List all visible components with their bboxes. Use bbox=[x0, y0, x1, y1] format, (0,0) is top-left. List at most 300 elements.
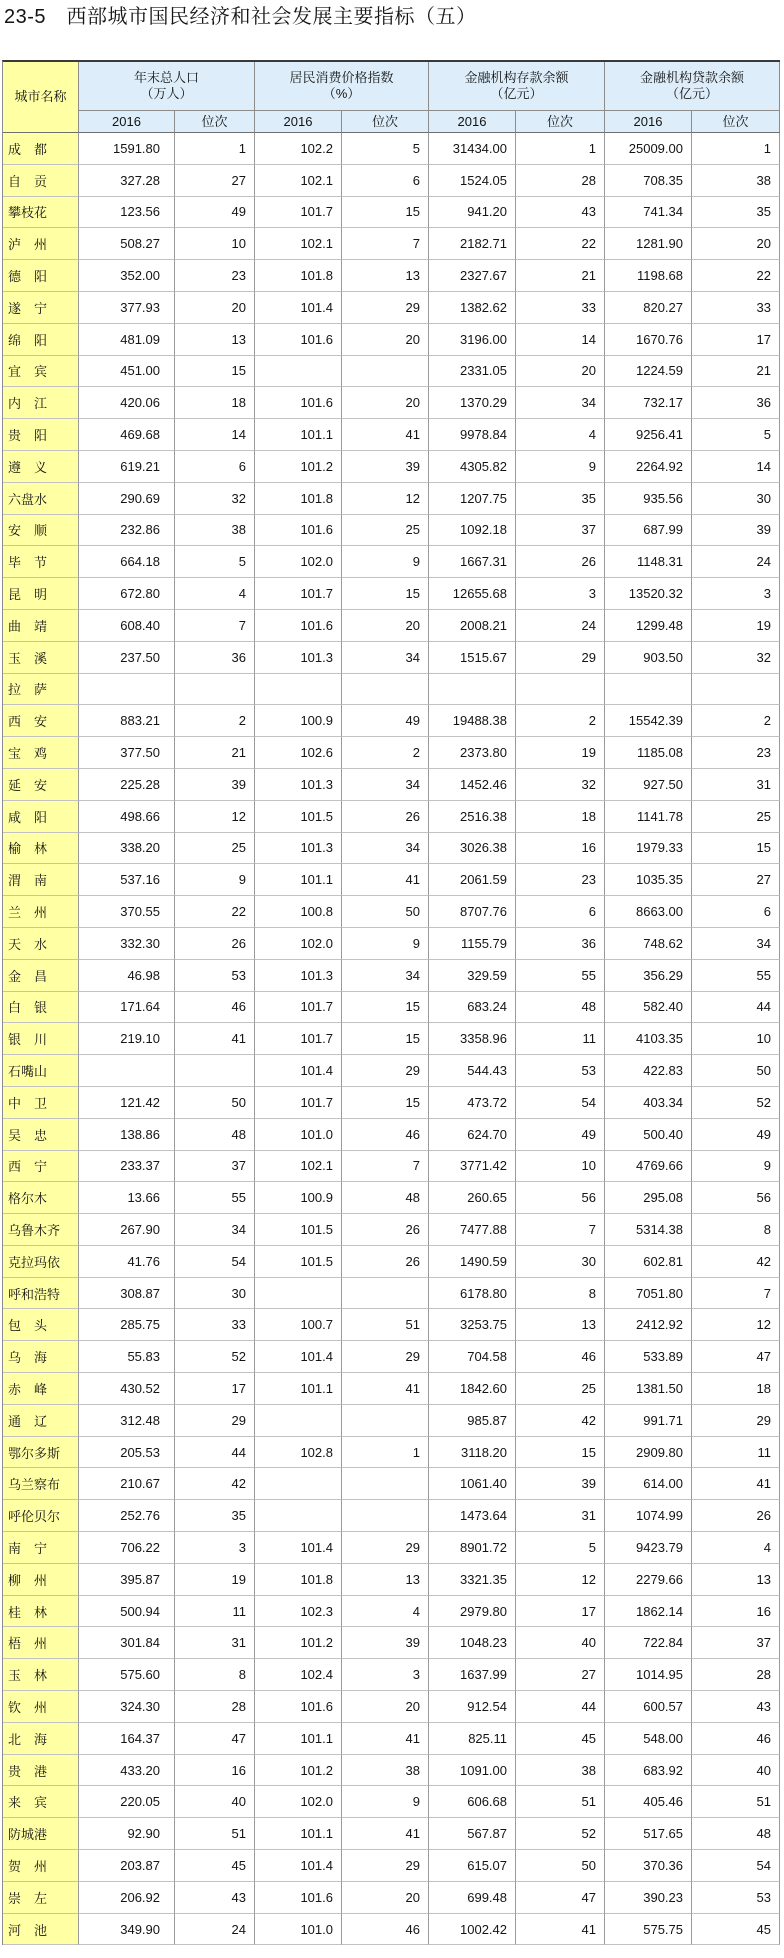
cell-loan-rank: 5 bbox=[692, 419, 780, 451]
cell-loan-2016: 422.83 bbox=[605, 1055, 692, 1087]
cell-cpi-rank bbox=[342, 674, 429, 706]
table-row bbox=[3, 1151, 780, 1183]
cell-loan-rank: 7 bbox=[692, 1278, 780, 1310]
cell-deposit-2016: 941.20 bbox=[429, 197, 516, 229]
cell-loan-2016: 927.50 bbox=[605, 769, 692, 801]
cell-population-2016: 1591.80 bbox=[79, 133, 175, 165]
cell-cpi-2016: 101.7 bbox=[255, 992, 342, 1024]
cell-cpi-2016 bbox=[255, 1278, 342, 1310]
cell-population-2016 bbox=[79, 674, 175, 706]
cell-deposit-rank: 51 bbox=[516, 1786, 605, 1818]
cell-population-2016: 219.10 bbox=[79, 1023, 175, 1055]
cell-cpi-rank: 3 bbox=[342, 1659, 429, 1691]
cell-population-rank: 8 bbox=[175, 1659, 255, 1691]
cell-loan-2016: 1074.99 bbox=[605, 1500, 692, 1532]
table-row bbox=[3, 515, 780, 547]
cell-city: 包 头 bbox=[3, 1309, 79, 1341]
table-row bbox=[3, 1564, 780, 1596]
cell-cpi-2016: 101.3 bbox=[255, 960, 342, 992]
cell-deposit-2016: 3358.96 bbox=[429, 1023, 516, 1055]
cell-city: 银 川 bbox=[3, 1023, 79, 1055]
cell-population-rank: 46 bbox=[175, 992, 255, 1024]
cell-cpi-2016: 100.7 bbox=[255, 1309, 342, 1341]
cell-population-rank: 53 bbox=[175, 960, 255, 992]
cell-cpi-rank: 13 bbox=[342, 260, 429, 292]
cell-cpi-2016: 101.4 bbox=[255, 292, 342, 324]
cell-loan-2016: 1862.14 bbox=[605, 1596, 692, 1628]
cell-city: 内 江 bbox=[3, 387, 79, 419]
cell-city: 吴 忠 bbox=[3, 1119, 79, 1151]
cell-loan-2016: 405.46 bbox=[605, 1786, 692, 1818]
cell-population-2016: 420.06 bbox=[79, 387, 175, 419]
cell-loan-2016: 4769.66 bbox=[605, 1151, 692, 1183]
cell-population-2016: 290.69 bbox=[79, 483, 175, 515]
header-deposit-year: 2016 bbox=[429, 111, 516, 133]
cell-population-rank: 45 bbox=[175, 1850, 255, 1882]
cell-population-rank: 24 bbox=[175, 1914, 255, 1946]
cell-deposit-2016: 1473.64 bbox=[429, 1500, 516, 1532]
header-cpi bbox=[255, 62, 429, 111]
cell-loan-2016: 1014.95 bbox=[605, 1659, 692, 1691]
cell-cpi-2016: 101.3 bbox=[255, 769, 342, 801]
cell-deposit-rank: 21 bbox=[516, 260, 605, 292]
cell-cpi-2016: 100.9 bbox=[255, 1182, 342, 1214]
cell-deposit-rank: 40 bbox=[516, 1627, 605, 1659]
cell-population-rank: 4 bbox=[175, 578, 255, 610]
cell-cpi-2016: 102.6 bbox=[255, 737, 342, 769]
cell-population-rank: 10 bbox=[175, 228, 255, 260]
cell-deposit-2016: 8901.72 bbox=[429, 1532, 516, 1564]
cell-loan-rank: 9 bbox=[692, 1151, 780, 1183]
cell-deposit-2016: 2516.38 bbox=[429, 801, 516, 833]
cell-deposit-2016: 699.48 bbox=[429, 1882, 516, 1914]
table-row bbox=[3, 324, 780, 356]
table-row bbox=[3, 546, 780, 578]
cell-loan-2016: 13520.32 bbox=[605, 578, 692, 610]
cell-cpi-rank: 13 bbox=[342, 1564, 429, 1596]
cell-population-rank: 42 bbox=[175, 1468, 255, 1500]
cell-deposit-rank: 16 bbox=[516, 833, 605, 865]
cell-city: 拉 萨 bbox=[3, 674, 79, 706]
cell-loan-rank: 46 bbox=[692, 1723, 780, 1755]
cell-deposit-2016: 260.65 bbox=[429, 1182, 516, 1214]
cell-cpi-2016: 102.8 bbox=[255, 1437, 342, 1469]
cell-cpi-rank: 41 bbox=[342, 1818, 429, 1850]
cell-population-2016: 233.37 bbox=[79, 1151, 175, 1183]
cell-deposit-rank: 55 bbox=[516, 960, 605, 992]
table-row bbox=[3, 1055, 780, 1087]
cell-loan-2016: 1185.08 bbox=[605, 737, 692, 769]
cell-loan-rank: 22 bbox=[692, 260, 780, 292]
cell-deposit-rank: 42 bbox=[516, 1405, 605, 1437]
cell-loan-2016: 500.40 bbox=[605, 1119, 692, 1151]
cell-cpi-rank: 50 bbox=[342, 896, 429, 928]
table-row bbox=[3, 1850, 780, 1882]
cell-city: 成 都 bbox=[3, 133, 79, 165]
cell-loan-rank: 16 bbox=[692, 1596, 780, 1628]
cell-population-rank: 1 bbox=[175, 133, 255, 165]
cell-population-2016: 430.52 bbox=[79, 1373, 175, 1405]
table-row bbox=[3, 610, 780, 642]
cell-deposit-2016: 1524.05 bbox=[429, 165, 516, 197]
cell-deposit-rank: 32 bbox=[516, 769, 605, 801]
cell-loan-2016: 2909.80 bbox=[605, 1437, 692, 1469]
cell-city: 呼伦贝尔 bbox=[3, 1500, 79, 1532]
cell-loan-2016: 1035.35 bbox=[605, 864, 692, 896]
cell-loan-2016: 1198.68 bbox=[605, 260, 692, 292]
cell-city: 崇 左 bbox=[3, 1882, 79, 1914]
cell-city: 石嘴山 bbox=[3, 1055, 79, 1087]
cell-city: 格尔木 bbox=[3, 1182, 79, 1214]
cell-loan-rank: 20 bbox=[692, 228, 780, 260]
cell-population-rank: 38 bbox=[175, 515, 255, 547]
cell-deposit-2016: 912.54 bbox=[429, 1691, 516, 1723]
cell-population-2016: 619.21 bbox=[79, 451, 175, 483]
cell-city: 河 池 bbox=[3, 1914, 79, 1946]
cell-cpi-rank: 46 bbox=[342, 1914, 429, 1946]
cell-city: 咸 阳 bbox=[3, 801, 79, 833]
header-population-year: 2016 bbox=[79, 111, 175, 133]
cell-loan-2016: 582.40 bbox=[605, 992, 692, 1024]
cell-population-rank: 52 bbox=[175, 1341, 255, 1373]
cell-population-2016: 324.30 bbox=[79, 1691, 175, 1723]
table-row bbox=[3, 1691, 780, 1723]
cell-deposit-2016 bbox=[429, 674, 516, 706]
cell-city: 桂 林 bbox=[3, 1596, 79, 1628]
cell-cpi-2016: 101.5 bbox=[255, 1214, 342, 1246]
cell-deposit-2016: 683.24 bbox=[429, 992, 516, 1024]
cell-city: 乌兰察布 bbox=[3, 1468, 79, 1500]
header-deposit bbox=[429, 62, 605, 111]
cell-deposit-2016: 1091.00 bbox=[429, 1755, 516, 1787]
cell-loan-2016: 2279.66 bbox=[605, 1564, 692, 1596]
cell-loan-rank: 38 bbox=[692, 165, 780, 197]
cell-cpi-2016: 101.4 bbox=[255, 1341, 342, 1373]
cell-deposit-2016: 3196.00 bbox=[429, 324, 516, 356]
cell-population-2016: 285.75 bbox=[79, 1309, 175, 1341]
cell-cpi-2016: 101.6 bbox=[255, 1882, 342, 1914]
table-body bbox=[3, 133, 780, 1945]
cell-cpi-rank bbox=[342, 1500, 429, 1532]
cell-cpi-rank: 41 bbox=[342, 419, 429, 451]
cell-cpi-2016: 101.8 bbox=[255, 483, 342, 515]
cell-population-rank: 23 bbox=[175, 260, 255, 292]
cell-deposit-2016: 1155.79 bbox=[429, 928, 516, 960]
cell-loan-rank: 36 bbox=[692, 387, 780, 419]
cell-population-2016: 92.90 bbox=[79, 1818, 175, 1850]
table-row bbox=[3, 1437, 780, 1469]
cell-deposit-2016: 1490.59 bbox=[429, 1246, 516, 1278]
table-row bbox=[3, 165, 780, 197]
cell-population-2016: 301.84 bbox=[79, 1627, 175, 1659]
cell-deposit-2016: 1048.23 bbox=[429, 1627, 516, 1659]
cell-deposit-2016: 7477.88 bbox=[429, 1214, 516, 1246]
cell-population-2016: 508.27 bbox=[79, 228, 175, 260]
cell-cpi-rank: 1 bbox=[342, 1437, 429, 1469]
cell-cpi-2016: 101.0 bbox=[255, 1914, 342, 1946]
cell-city: 贵 港 bbox=[3, 1755, 79, 1787]
cell-loan-2016: 5314.38 bbox=[605, 1214, 692, 1246]
table-row bbox=[3, 260, 780, 292]
cell-loan-2016: 683.92 bbox=[605, 1755, 692, 1787]
cell-cpi-2016: 101.2 bbox=[255, 1627, 342, 1659]
cell-loan-rank: 18 bbox=[692, 1373, 780, 1405]
cell-loan-rank: 42 bbox=[692, 1246, 780, 1278]
cell-loan-2016: 687.99 bbox=[605, 515, 692, 547]
cell-loan-2016: 390.23 bbox=[605, 1882, 692, 1914]
cell-population-2016 bbox=[79, 1055, 175, 1087]
table-row bbox=[3, 1023, 780, 1055]
cell-city: 通 辽 bbox=[3, 1405, 79, 1437]
cell-loan-rank: 45 bbox=[692, 1914, 780, 1946]
cell-loan-rank: 27 bbox=[692, 864, 780, 896]
cell-city: 毕 节 bbox=[3, 546, 79, 578]
table-row bbox=[3, 833, 780, 865]
cell-loan-rank: 3 bbox=[692, 578, 780, 610]
cell-population-rank bbox=[175, 674, 255, 706]
cell-population-rank: 6 bbox=[175, 451, 255, 483]
table-row bbox=[3, 705, 780, 737]
cell-population-2016: 352.00 bbox=[79, 260, 175, 292]
cell-cpi-rank: 20 bbox=[342, 387, 429, 419]
cell-cpi-rank: 15 bbox=[342, 992, 429, 1024]
cell-cpi-rank: 9 bbox=[342, 1786, 429, 1818]
table-row bbox=[3, 864, 780, 896]
cell-loan-rank: 1 bbox=[692, 133, 780, 165]
cell-loan-2016: 517.65 bbox=[605, 1818, 692, 1850]
cell-deposit-rank: 7 bbox=[516, 1214, 605, 1246]
cell-cpi-2016: 101.3 bbox=[255, 833, 342, 865]
cell-cpi-2016: 102.4 bbox=[255, 1659, 342, 1691]
cell-deposit-rank: 49 bbox=[516, 1119, 605, 1151]
cell-deposit-2016: 3321.35 bbox=[429, 1564, 516, 1596]
cell-cpi-2016: 102.1 bbox=[255, 228, 342, 260]
cell-deposit-rank: 29 bbox=[516, 642, 605, 674]
cell-population-2016: 395.87 bbox=[79, 1564, 175, 1596]
cell-population-2016: 308.87 bbox=[79, 1278, 175, 1310]
cell-cpi-2016: 101.1 bbox=[255, 1818, 342, 1850]
cell-population-rank: 18 bbox=[175, 387, 255, 419]
cell-deposit-rank: 34 bbox=[516, 387, 605, 419]
cell-cpi-2016: 101.6 bbox=[255, 515, 342, 547]
cell-loan-2016: 1224.59 bbox=[605, 356, 692, 388]
cell-loan-rank: 41 bbox=[692, 1468, 780, 1500]
cell-population-rank: 43 bbox=[175, 1882, 255, 1914]
cell-city: 贵 阳 bbox=[3, 419, 79, 451]
cell-deposit-2016: 1207.75 bbox=[429, 483, 516, 515]
header-population-rank: 位次 bbox=[175, 111, 255, 133]
cell-population-rank: 35 bbox=[175, 1500, 255, 1532]
cell-population-2016: 164.37 bbox=[79, 1723, 175, 1755]
cell-population-rank: 14 bbox=[175, 419, 255, 451]
cell-city: 自 贡 bbox=[3, 165, 79, 197]
cell-city: 遵 义 bbox=[3, 451, 79, 483]
cell-cpi-rank: 26 bbox=[342, 1214, 429, 1246]
cell-cpi-2016 bbox=[255, 1468, 342, 1500]
cell-cpi-rank: 38 bbox=[342, 1755, 429, 1787]
cell-population-rank: 41 bbox=[175, 1023, 255, 1055]
data-table bbox=[2, 60, 780, 1945]
table-header bbox=[3, 62, 780, 133]
cell-population-2016: 327.28 bbox=[79, 165, 175, 197]
cell-population-rank: 50 bbox=[175, 1087, 255, 1119]
table-row bbox=[3, 1818, 780, 1850]
cell-cpi-2016: 101.0 bbox=[255, 1119, 342, 1151]
cell-deposit-rank: 33 bbox=[516, 292, 605, 324]
table-row bbox=[3, 1246, 780, 1278]
cell-deposit-rank: 6 bbox=[516, 896, 605, 928]
cell-deposit-rank: 54 bbox=[516, 1087, 605, 1119]
table-row bbox=[3, 1786, 780, 1818]
cell-cpi-2016: 101.7 bbox=[255, 1087, 342, 1119]
cell-deposit-2016: 8707.76 bbox=[429, 896, 516, 928]
cell-deposit-rank: 37 bbox=[516, 515, 605, 547]
cell-loan-2016: 356.29 bbox=[605, 960, 692, 992]
cell-population-rank: 30 bbox=[175, 1278, 255, 1310]
table-row bbox=[3, 1532, 780, 1564]
cell-deposit-rank: 26 bbox=[516, 546, 605, 578]
cell-deposit-rank: 31 bbox=[516, 1500, 605, 1532]
cell-city: 延 安 bbox=[3, 769, 79, 801]
cell-population-2016: 883.21 bbox=[79, 705, 175, 737]
table-row bbox=[3, 578, 780, 610]
cell-loan-rank: 24 bbox=[692, 546, 780, 578]
cell-loan-rank: 29 bbox=[692, 1405, 780, 1437]
cell-population-2016: 451.00 bbox=[79, 356, 175, 388]
table-row bbox=[3, 1278, 780, 1310]
table-row bbox=[3, 737, 780, 769]
cell-population-2016: 338.20 bbox=[79, 833, 175, 865]
cell-deposit-2016: 3026.38 bbox=[429, 833, 516, 865]
cell-loan-rank: 2 bbox=[692, 705, 780, 737]
cell-city: 天 水 bbox=[3, 928, 79, 960]
cell-deposit-rank: 52 bbox=[516, 1818, 605, 1850]
cell-loan-2016: 741.34 bbox=[605, 197, 692, 229]
header-loan-year: 2016 bbox=[605, 111, 692, 133]
cell-loan-rank: 31 bbox=[692, 769, 780, 801]
cell-deposit-rank: 35 bbox=[516, 483, 605, 515]
cell-deposit-2016: 473.72 bbox=[429, 1087, 516, 1119]
cell-cpi-2016 bbox=[255, 356, 342, 388]
cell-cpi-2016: 101.1 bbox=[255, 1373, 342, 1405]
cell-deposit-2016: 985.87 bbox=[429, 1405, 516, 1437]
cell-population-2016: 332.30 bbox=[79, 928, 175, 960]
cell-population-2016: 138.86 bbox=[79, 1119, 175, 1151]
cell-population-2016: 13.66 bbox=[79, 1182, 175, 1214]
table-row bbox=[3, 228, 780, 260]
cell-deposit-2016: 1637.99 bbox=[429, 1659, 516, 1691]
cell-deposit-rank: 56 bbox=[516, 1182, 605, 1214]
cell-deposit-2016: 1842.60 bbox=[429, 1373, 516, 1405]
cell-loan-rank bbox=[692, 674, 780, 706]
cell-deposit-rank: 50 bbox=[516, 1850, 605, 1882]
header-loan-unit: （亿元） bbox=[665, 86, 718, 101]
cell-deposit-2016: 31434.00 bbox=[429, 133, 516, 165]
cell-cpi-rank: 7 bbox=[342, 1151, 429, 1183]
cell-loan-rank: 43 bbox=[692, 1691, 780, 1723]
cell-cpi-rank: 41 bbox=[342, 1723, 429, 1755]
cell-cpi-2016: 101.8 bbox=[255, 260, 342, 292]
cell-loan-2016: 600.57 bbox=[605, 1691, 692, 1723]
cell-cpi-rank bbox=[342, 1468, 429, 1500]
cell-population-2016: 252.76 bbox=[79, 1500, 175, 1532]
cell-cpi-rank: 20 bbox=[342, 1882, 429, 1914]
cell-loan-rank: 34 bbox=[692, 928, 780, 960]
cell-loan-rank: 55 bbox=[692, 960, 780, 992]
cell-population-2016: 349.90 bbox=[79, 1914, 175, 1946]
cell-deposit-2016: 615.07 bbox=[429, 1850, 516, 1882]
page-title: 23-5 西部城市国民经济和社会发展主要指标（五） bbox=[4, 6, 477, 28]
cell-city: 贺 州 bbox=[3, 1850, 79, 1882]
cell-population-rank: 32 bbox=[175, 483, 255, 515]
cell-deposit-2016: 9978.84 bbox=[429, 419, 516, 451]
cell-deposit-2016: 2979.80 bbox=[429, 1596, 516, 1628]
cell-deposit-rank: 25 bbox=[516, 1373, 605, 1405]
cell-city: 曲 靖 bbox=[3, 610, 79, 642]
cell-cpi-rank: 46 bbox=[342, 1119, 429, 1151]
cell-deposit-2016: 3253.75 bbox=[429, 1309, 516, 1341]
cell-deposit-2016: 1061.40 bbox=[429, 1468, 516, 1500]
cell-cpi-rank: 25 bbox=[342, 515, 429, 547]
cell-population-2016: 232.86 bbox=[79, 515, 175, 547]
cell-cpi-rank: 41 bbox=[342, 864, 429, 896]
cell-deposit-rank: 22 bbox=[516, 228, 605, 260]
cell-population-2016: 220.05 bbox=[79, 1786, 175, 1818]
cell-population-2016: 377.50 bbox=[79, 737, 175, 769]
cell-cpi-2016: 100.8 bbox=[255, 896, 342, 928]
cell-city: 赤 峰 bbox=[3, 1373, 79, 1405]
table-row bbox=[3, 1882, 780, 1914]
cell-city: 乌 海 bbox=[3, 1341, 79, 1373]
cell-cpi-rank: 29 bbox=[342, 1532, 429, 1564]
cell-loan-2016: 370.36 bbox=[605, 1850, 692, 1882]
table-row bbox=[3, 356, 780, 388]
cell-cpi-2016: 101.2 bbox=[255, 1755, 342, 1787]
cell-cpi-rank: 2 bbox=[342, 737, 429, 769]
cell-population-2016: 537.16 bbox=[79, 864, 175, 896]
table-row bbox=[3, 801, 780, 833]
cell-city: 泸 州 bbox=[3, 228, 79, 260]
cell-deposit-rank: 36 bbox=[516, 928, 605, 960]
table-row bbox=[3, 1373, 780, 1405]
cell-city: 宝 鸡 bbox=[3, 737, 79, 769]
cell-deposit-rank: 47 bbox=[516, 1882, 605, 1914]
cell-cpi-rank: 15 bbox=[342, 1087, 429, 1119]
header-population bbox=[79, 62, 255, 111]
cell-city: 北 海 bbox=[3, 1723, 79, 1755]
cell-population-rank: 28 bbox=[175, 1691, 255, 1723]
cell-city: 克拉玛依 bbox=[3, 1246, 79, 1278]
cell-deposit-2016: 544.43 bbox=[429, 1055, 516, 1087]
cell-loan-2016: 1381.50 bbox=[605, 1373, 692, 1405]
table-row bbox=[3, 1723, 780, 1755]
cell-loan-rank: 21 bbox=[692, 356, 780, 388]
table-row bbox=[3, 483, 780, 515]
cell-population-rank: 2 bbox=[175, 705, 255, 737]
cell-cpi-rank: 51 bbox=[342, 1309, 429, 1341]
cell-deposit-2016: 2327.67 bbox=[429, 260, 516, 292]
cell-population-2016: 481.09 bbox=[79, 324, 175, 356]
cell-loan-rank: 54 bbox=[692, 1850, 780, 1882]
cell-cpi-2016: 102.1 bbox=[255, 1151, 342, 1183]
table-row bbox=[3, 1627, 780, 1659]
cell-loan-2016 bbox=[605, 674, 692, 706]
cell-loan-2016: 25009.00 bbox=[605, 133, 692, 165]
cell-deposit-rank: 4 bbox=[516, 419, 605, 451]
cell-deposit-2016: 606.68 bbox=[429, 1786, 516, 1818]
cell-cpi-2016: 102.1 bbox=[255, 165, 342, 197]
cell-city: 渭 南 bbox=[3, 864, 79, 896]
